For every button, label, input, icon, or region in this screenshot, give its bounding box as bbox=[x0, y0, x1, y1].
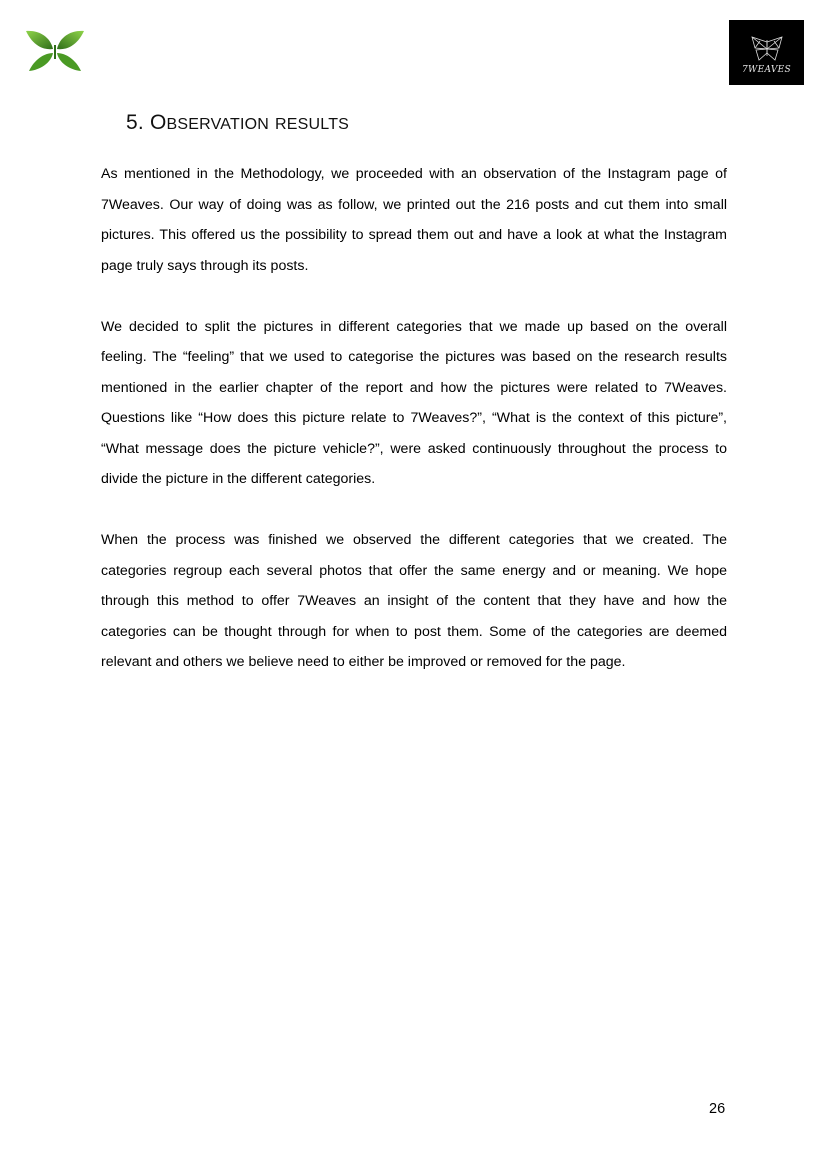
brand-logo bbox=[729, 20, 804, 85]
body-text bbox=[101, 159, 727, 678]
brand-logo-text: 7WEAVES bbox=[742, 65, 791, 75]
green-butterfly-logo-icon bbox=[24, 28, 86, 74]
section-title bbox=[126, 111, 349, 135]
section-number: 5. bbox=[126, 111, 144, 134]
paragraph: When the process was finished we observed the different categories that we created. The categories regroup each several photos that offer the same energy and or meaning. We hope through this method to offer 7Weaves an insight of the content that they have and how the categories can be thought through for when to post them. Some of the categories are deemed relevant and others we believe need to either be improved or removed for the page. bbox=[101, 532, 727, 670]
paragraph: We decided to split the pictures in different categories that we made up based on the overall feeling. The “feeling” that we used to categorise the pictures was based on the research results mentioned in the earlier chapter of the report and how the pictures were related to 7Weaves. Questions like “How does this picture relate to 7Weaves?”, “What is the context of this picture”, “What message does the picture vehicle?”, were asked continuously throughout the process to divide the picture in the different categories. bbox=[101, 318, 727, 487]
page-number: 26 bbox=[709, 1101, 726, 1117]
paragraph: As mentioned in the Methodology, we proceeded with an observation of the Instagram page of 7Weaves. Our way of doing was as follow, we printed out the 216 posts and cut them into small pictures. This offered us the possibility to spread them out and have a look at what the Instagram page truly says through its posts. bbox=[101, 166, 727, 274]
section-title-word-2: RESULTS bbox=[275, 116, 350, 133]
section-title-word-1: BSERVATION bbox=[166, 116, 269, 133]
white-butterfly-logo-icon bbox=[748, 34, 786, 64]
section-title-initial: O bbox=[149, 111, 167, 134]
